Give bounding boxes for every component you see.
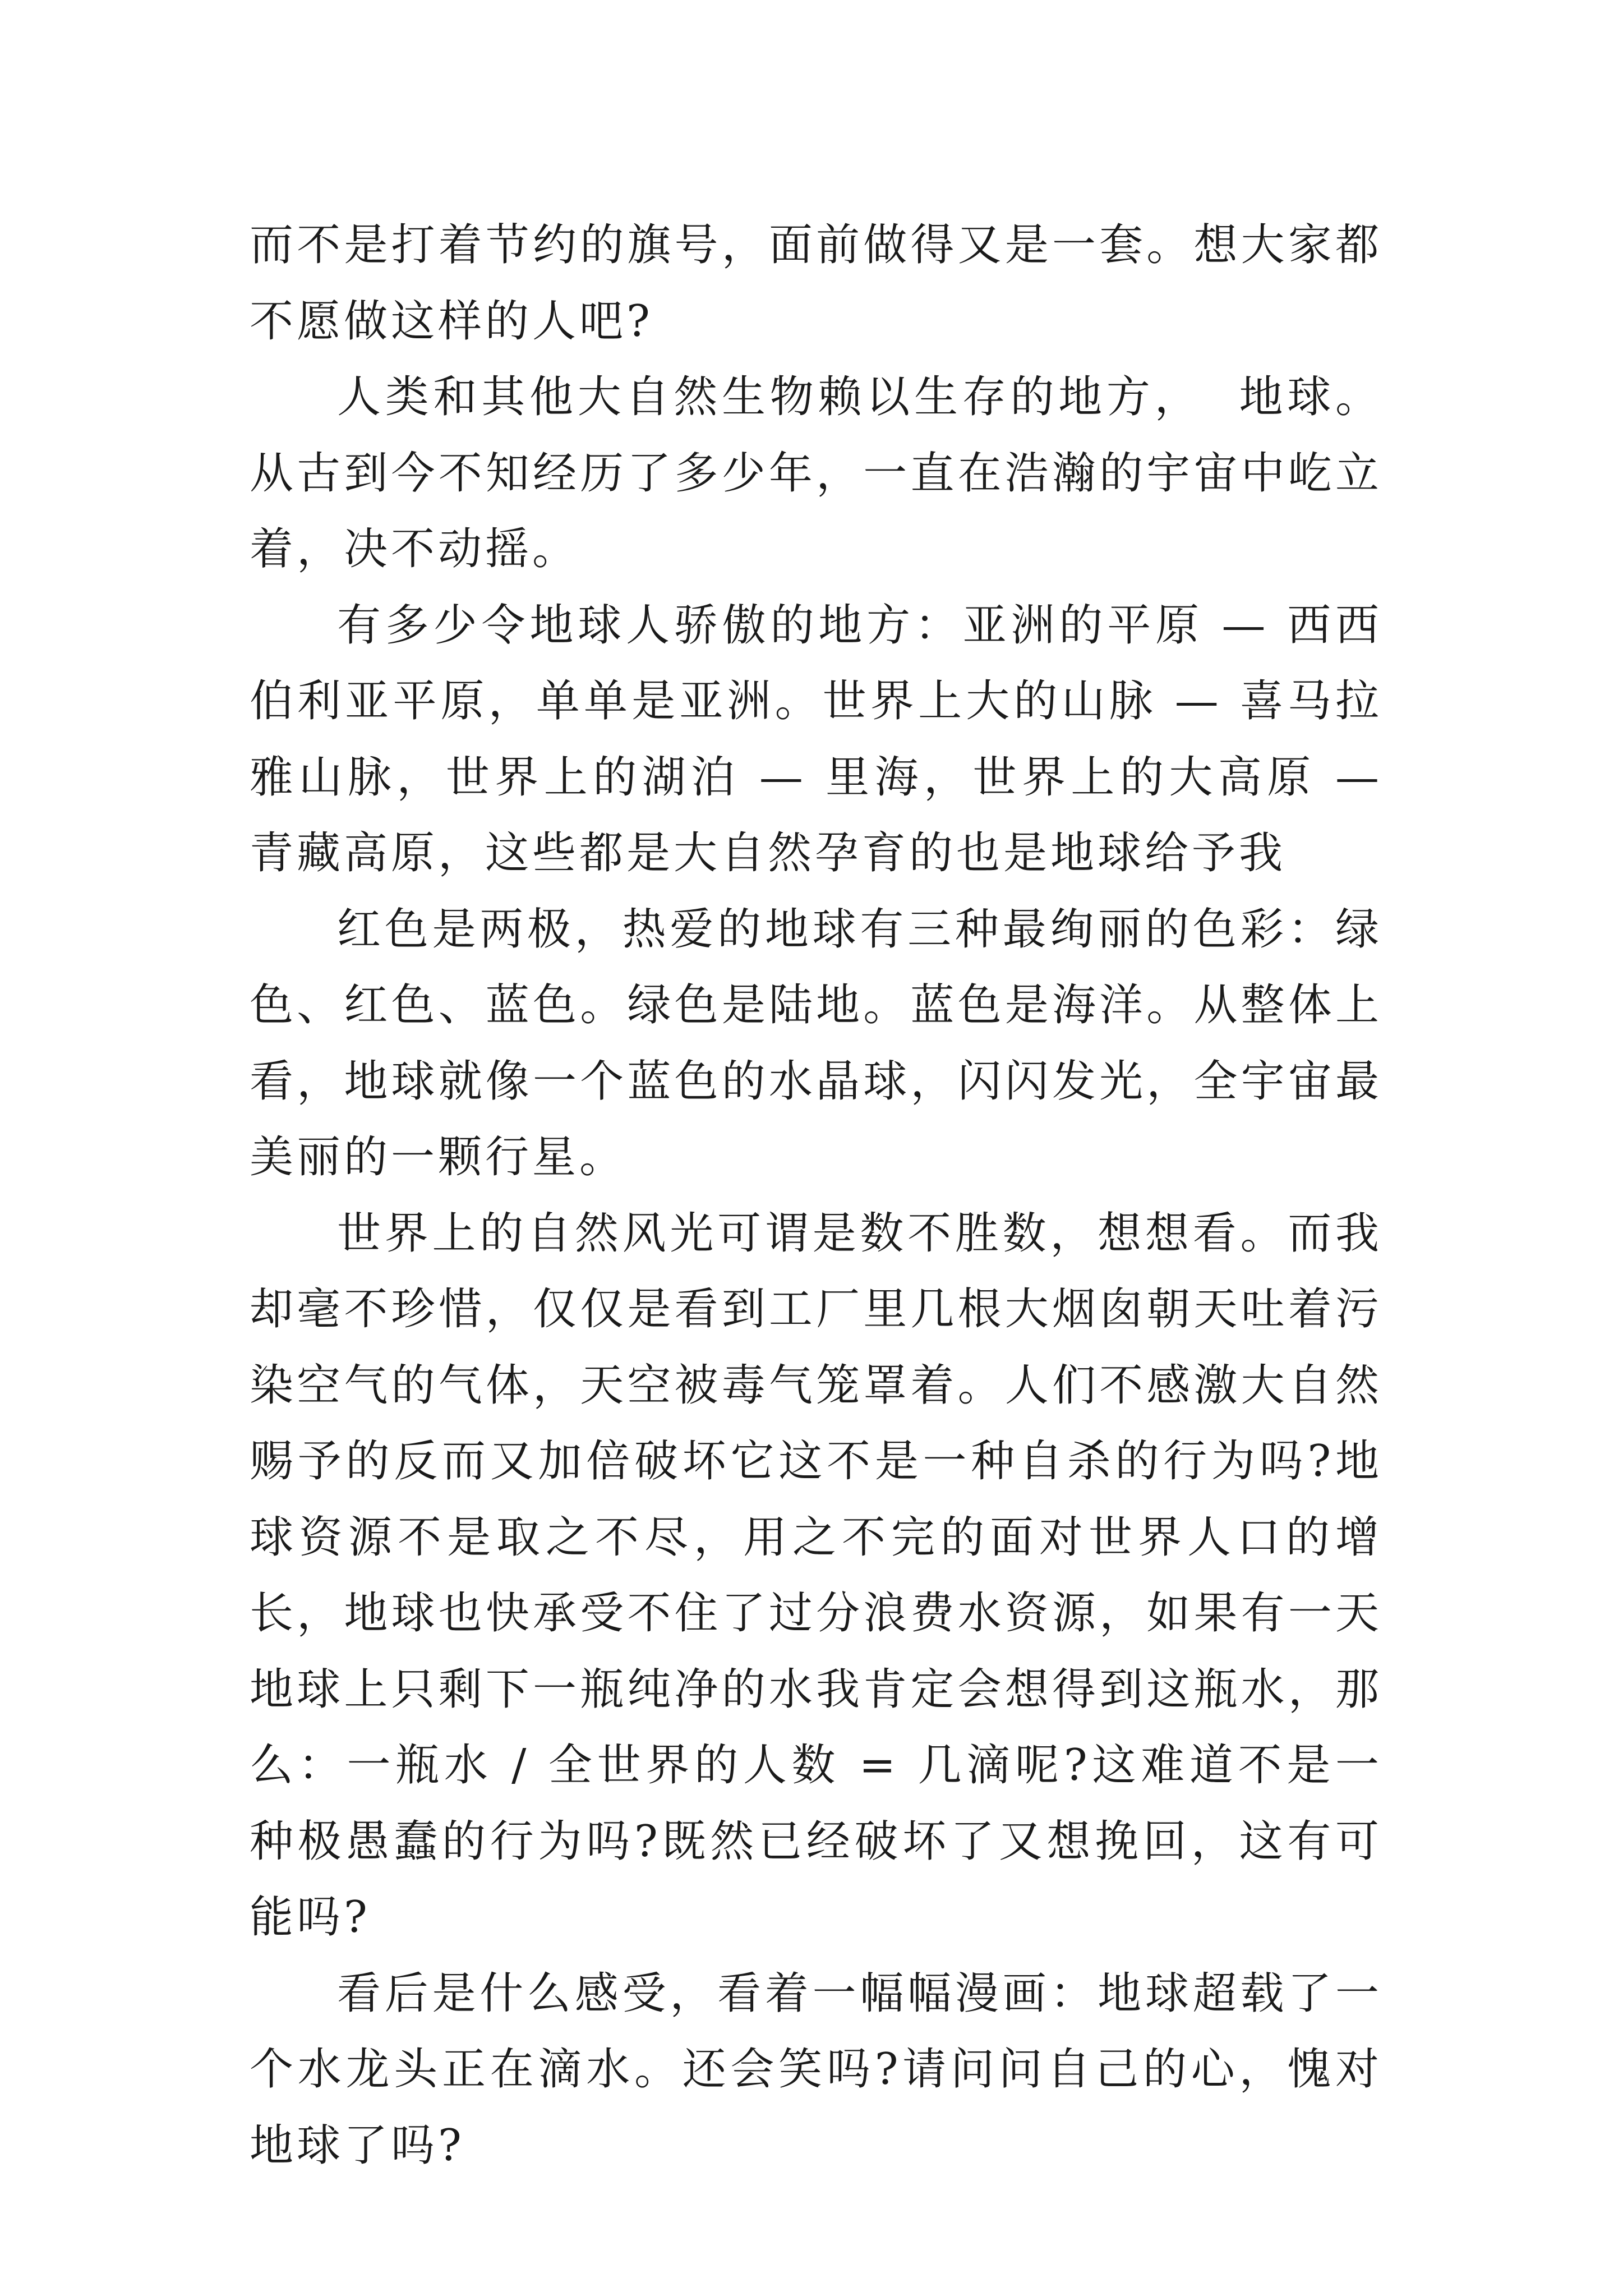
paragraph-1: 而不是打着节约的旗号，面前做得又是一套。想大家都不愿做这样的人吧? — [250, 220, 1382, 347]
paragraph-6: 看后是什么感受，看着一幅幅漫画：地球超载了一个水龙头正在滴水。还会笑吗?请问问自己的心，愧对地球了吗? — [250, 1968, 1382, 2171]
paragraph-5: 世界上的自然风光可谓是数不胜数，想想看。而我却毫不珍惜，仅仅是看到工厂里几根大烟囱朝天吐着污染空气的气体，天空被毒气笼罩着。人们不感激大自然赐予的反而又加倍破坏它这不是一种自杀的行为吗?地球资源不是取之不尽，用之不完的面对世界人口的增长，地球也快承受不住了过分浪费水资源，如果有一天地球上只剩下一瓶纯净的水我肯定会想得到这瓶水，那么：一瓶水 / 全世界的人数 = 几滴呢?这难道不是一种极愚蠢的行为吗?既然已经破坏了又想挽回，这有可能吗? — [250, 1208, 1382, 1943]
document-body — [250, 208, 1400, 2184]
paragraph-3: 有多少令地球人骄傲的地方：亚洲的平原 — 西西伯利亚平原，单单是亚洲。世界上大的山脉 — 喜马拉雅山脉，世界上的湖泊 — 里海，世界上的大高原 — 青藏高原，这些都是大自然孕育的也是地球给予我 — [250, 600, 1400, 878]
paragraph-4: 红色是两极，热爱的地球有三种最绚丽的色彩：绿色、红色、蓝色。绿色是陆地。蓝色是海洋。从整体上看，地球就像一个蓝色的水晶球，闪闪发光，全宇宙最美丽的一颗行星。 — [250, 904, 1382, 1182]
paragraph-2: 人类和其他大自然生物赖以生存的地方， 地球。从古到今不知经历了多少年，一直在浩瀚的宇宙中屹立着，决不动摇。 — [250, 372, 1382, 574]
